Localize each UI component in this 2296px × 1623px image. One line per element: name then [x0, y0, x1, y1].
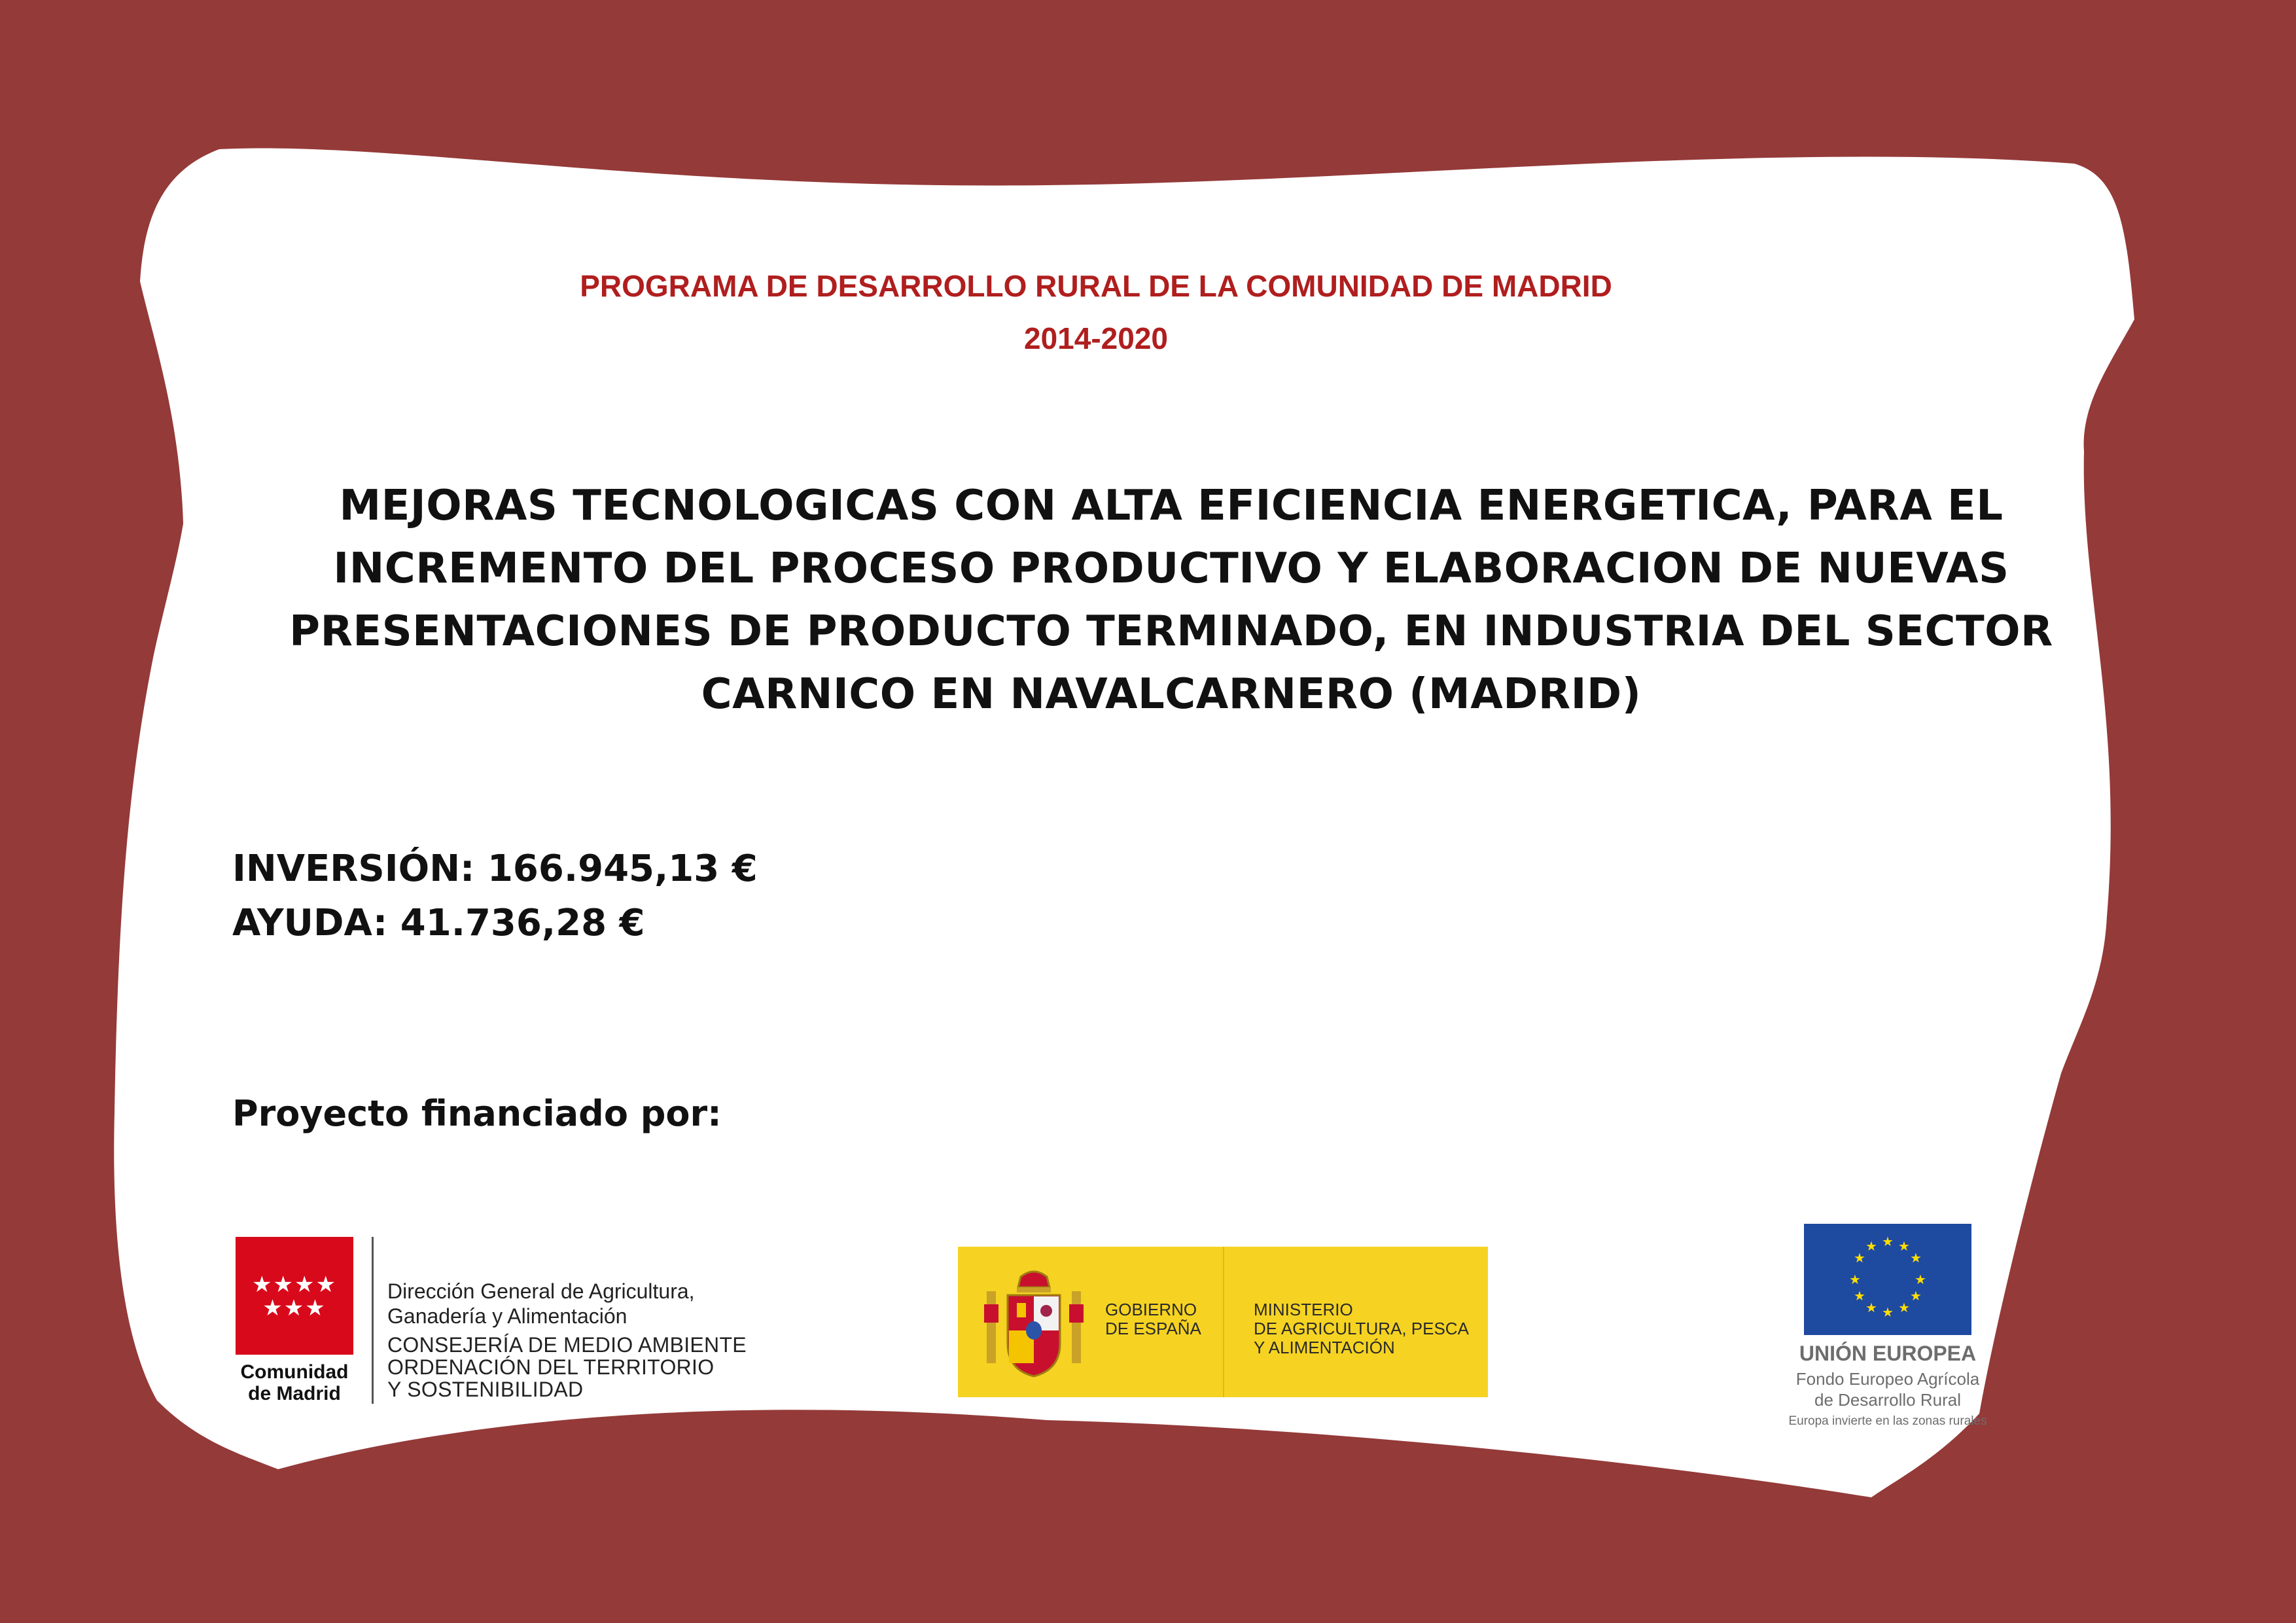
- consejeria-label: [387, 1334, 747, 1400]
- stars-row: ★★★: [262, 1295, 327, 1321]
- comunidad-madrid-name: [236, 1361, 353, 1404]
- program-title: PROGRAMA DE DESARROLLO RURAL DE LA COMUNIDAD DE MADRID: [580, 269, 1612, 303]
- program-period: 2014-2020: [1024, 321, 1168, 355]
- madrid-flag-icon: [236, 1237, 353, 1355]
- project-title-line: INCREMENTO DEL PROCESO PRODUCTIVO Y ELABORACION DE NUEVAS: [333, 544, 2009, 593]
- ministerio-line: DE AGRICULTURA, PESCA: [1254, 1319, 1469, 1338]
- investment-amount: INVERSIÓN: 166.945,13 €: [232, 847, 758, 890]
- ministerio-line: MINISTERIO: [1254, 1300, 1353, 1319]
- svg-text:★: ★: [1915, 1272, 1926, 1287]
- consejeria-line: CONSEJERÍA DE MEDIO AMBIENTE: [387, 1333, 747, 1357]
- logo-divider: [372, 1237, 374, 1404]
- financed-by-label: Proyecto financiado por:: [232, 1093, 722, 1134]
- eu-flag-icon: [1804, 1224, 1971, 1335]
- comunidad-name-line: de Madrid: [248, 1383, 341, 1404]
- madrid-stars-icon: [236, 1273, 353, 1320]
- ministerio-line: Y ALIMENTACIÓN: [1254, 1338, 1395, 1357]
- gobierno-espana-logo: [958, 1247, 1488, 1397]
- svg-text:★: ★: [1898, 1300, 1910, 1315]
- svg-text:★: ★: [1854, 1288, 1865, 1304]
- feader-label: [1760, 1368, 2015, 1410]
- svg-text:★: ★: [1910, 1250, 1922, 1266]
- dg-line: Dirección General de Agricultura,: [387, 1279, 695, 1303]
- feader-line: Fondo Europeo Agrícola: [1795, 1369, 1980, 1389]
- svg-text:★: ★: [1910, 1288, 1922, 1304]
- direccion-general-label: [387, 1279, 695, 1329]
- svg-text:★: ★: [1865, 1238, 1877, 1254]
- union-europea-logo: [1760, 1221, 2015, 1436]
- feader-line: de Desarrollo Rural: [1814, 1390, 1961, 1410]
- gobierno-line: DE ESPAÑA: [1105, 1319, 1201, 1338]
- svg-text:★: ★: [1882, 1304, 1894, 1320]
- gobierno-espana-label: [1105, 1300, 1201, 1338]
- comunidad-madrid-logo: [236, 1237, 772, 1407]
- eu-slogan: Europa invierte en las zonas rurales: [1788, 1414, 1987, 1428]
- gobierno-line: GOBIERNO: [1105, 1300, 1197, 1319]
- ministerio-label: [1254, 1300, 1469, 1357]
- logo-divider: [1223, 1247, 1224, 1397]
- aid-amount: AYUDA: 41.736,28 €: [232, 902, 645, 944]
- svg-text:★: ★: [1865, 1300, 1877, 1315]
- svg-text:★: ★: [1854, 1250, 1865, 1266]
- spain-coat-of-arms-icon: [981, 1265, 1086, 1383]
- svg-text:★: ★: [1898, 1238, 1910, 1254]
- comunidad-name-line: Comunidad: [240, 1361, 349, 1383]
- stars-row: ★★★★: [252, 1272, 337, 1298]
- svg-text:★: ★: [1882, 1234, 1894, 1249]
- project-title-line: PRESENTACIONES DE PRODUCTO TERMINADO, EN INDUSTRIA DEL SECTOR: [289, 607, 2053, 656]
- project-title: [236, 474, 2107, 726]
- project-title-line: CARNICO EN NAVALCARNERO (MADRID): [701, 670, 1642, 719]
- consejeria-line: ORDENACIÓN DEL TERRITORIO: [387, 1355, 715, 1379]
- consejeria-line: Y SOSTENIBILIDAD: [387, 1378, 584, 1401]
- svg-text:★: ★: [1849, 1272, 1861, 1287]
- project-title-line: MEJORAS TECNOLOGICAS CON ALTA EFICIENCIA ENERGETICA, PARA EL: [339, 482, 2004, 530]
- union-europea-name: UNIÓN EUROPEA: [1799, 1342, 1977, 1365]
- dg-line: Ganadería y Alimentación: [387, 1304, 627, 1328]
